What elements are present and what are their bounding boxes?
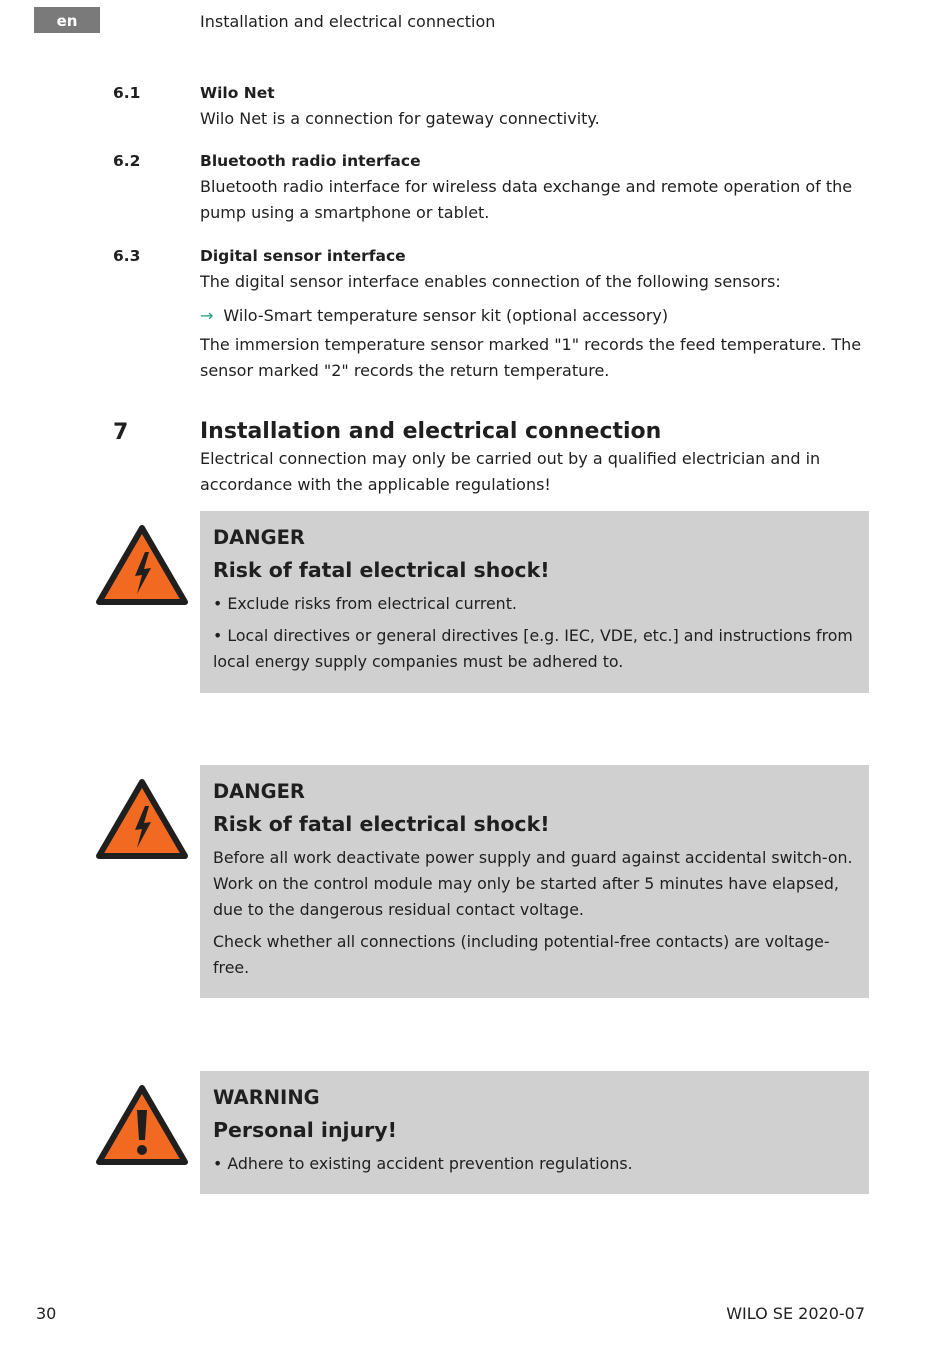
section-title: Bluetooth radio interface bbox=[200, 152, 421, 170]
language-badge: en bbox=[34, 7, 100, 33]
notice-paragraph: Before all work deactivate power supply and guard against accidental switch-on. Work on the control module may only be started after 5 minutes have elapsed, due to the dangerous residual contact voltage. bbox=[213, 848, 853, 919]
danger-notice bbox=[200, 511, 869, 693]
publisher-info: WILO SE 2020-07 bbox=[726, 1304, 865, 1323]
notice-paragraph: • Local directives or general directives [e.g. IEC, VDE, etc.] and instructions from local energy supply companies must be adhered to. bbox=[213, 626, 853, 671]
section-title: Digital sensor interface bbox=[200, 247, 406, 265]
chapter-number: 7 bbox=[113, 420, 129, 445]
notice-level: DANGER bbox=[213, 780, 305, 803]
list-item-text: Wilo-Smart temperature sensor kit (optional accessory) bbox=[223, 306, 669, 325]
notice-paragraph: • Adhere to existing accident prevention regulations. bbox=[213, 1154, 633, 1173]
section-number: 6.3 bbox=[113, 247, 141, 265]
arrow-right-icon: → bbox=[200, 306, 214, 325]
list-item bbox=[200, 303, 668, 329]
notice-level: DANGER bbox=[213, 526, 305, 549]
electric-shock-warning-icon bbox=[96, 778, 188, 860]
chapter-title: Installation and electrical connection bbox=[200, 419, 662, 444]
danger-notice bbox=[200, 765, 869, 998]
notice-headline: Risk of fatal electrical shock! bbox=[213, 558, 550, 582]
section-number: 6.2 bbox=[113, 152, 141, 170]
section-text: Wilo Net is a connection for gateway connectivity. bbox=[200, 109, 600, 128]
running-header-title: Installation and electrical connection bbox=[200, 12, 496, 31]
section-text: The immersion temperature sensor marked "1" records the feed temperature. The sensor marked "2" records the return temperature. bbox=[200, 335, 862, 380]
section-text: The digital sensor interface enables connection of the following sensors: bbox=[200, 272, 781, 291]
notice-headline: Risk of fatal electrical shock! bbox=[213, 812, 550, 836]
general-warning-icon bbox=[96, 1084, 188, 1166]
warning-notice bbox=[200, 1071, 869, 1194]
page-number: 30 bbox=[36, 1304, 57, 1323]
section-text: Bluetooth radio interface for wireless data exchange and remote operation of the pump using a smartphone or tablet. bbox=[200, 177, 853, 222]
notice-paragraph: Check whether all connections (including potential-free contacts) are voltage-free. bbox=[213, 932, 830, 977]
electric-shock-warning-icon bbox=[96, 524, 188, 606]
notice-headline: Personal injury! bbox=[213, 1118, 397, 1142]
section-number: 6.1 bbox=[113, 84, 141, 102]
notice-paragraph: • Exclude risks from electrical current. bbox=[213, 594, 517, 613]
chapter-intro: Electrical connection may only be carried out by a qualified electrician and in accordance with the applicable regulations! bbox=[200, 449, 821, 494]
section-title: Wilo Net bbox=[200, 84, 275, 102]
notice-level: WARNING bbox=[213, 1086, 320, 1109]
